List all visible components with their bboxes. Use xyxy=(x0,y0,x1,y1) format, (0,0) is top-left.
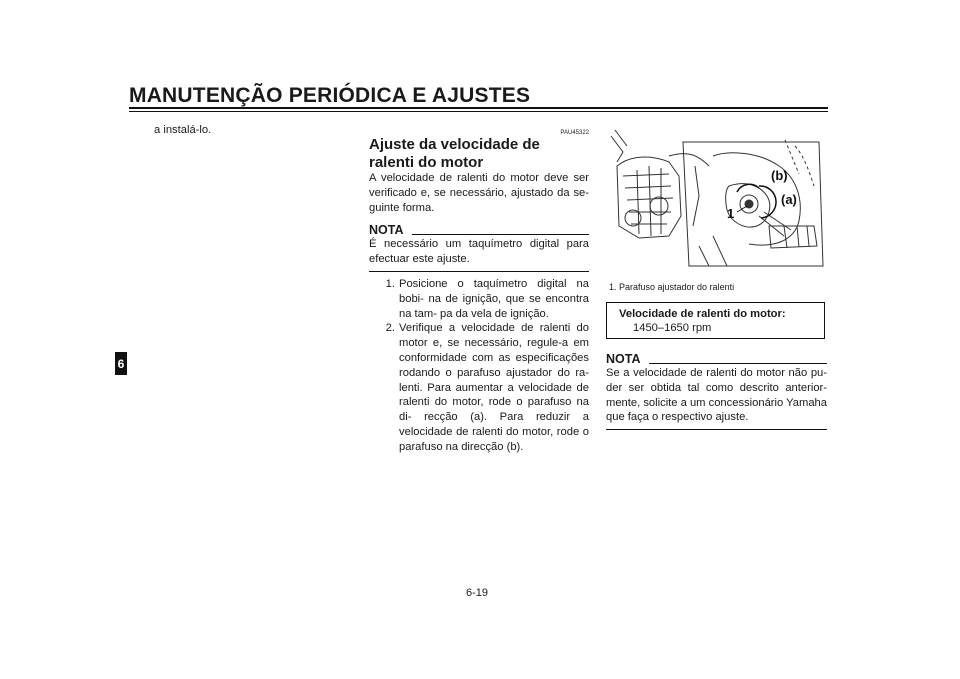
spec-value: 1450–1650 rpm xyxy=(633,322,712,334)
label-b: (b) xyxy=(771,168,788,183)
engine-drawing xyxy=(609,126,828,281)
nota-rule xyxy=(412,234,590,235)
idle-screw-illustration xyxy=(609,126,828,281)
figure-caption: 1. Parafuso ajustador do ralenti xyxy=(609,282,735,292)
list-item xyxy=(369,277,589,321)
page-number: 6-19 xyxy=(466,587,489,599)
nota-heading: NOTA xyxy=(369,223,404,238)
section-intro: A velocidade de ralenti do motor deve ser verificado e, se necessário, ajustado da se- guinte forma. xyxy=(369,172,589,214)
label-a: (a) xyxy=(781,192,797,207)
nota-heading-row xyxy=(369,223,589,237)
nota-2 xyxy=(606,352,827,430)
label-1: 1 xyxy=(727,206,735,221)
header-rule-thick xyxy=(129,107,828,109)
page-title: MANUTENÇÃO PERIÓDICA E AJUSTES xyxy=(129,84,531,107)
spec-box xyxy=(606,302,825,339)
nota-end-rule xyxy=(369,271,589,272)
step-number: 2. xyxy=(385,322,395,335)
nota-text: É necessário um taquímetro digital para efectuar este ajuste. xyxy=(369,238,589,266)
header-rule-thin xyxy=(129,111,828,112)
steps-list xyxy=(369,277,589,455)
step-number: 1. xyxy=(385,277,395,290)
continuation-text: a instalá-lo. xyxy=(154,124,212,136)
list-item xyxy=(369,321,589,454)
nota-heading-row xyxy=(606,352,827,366)
section-code: PAU45322 xyxy=(560,130,589,136)
section-title: Ajuste da velocidade de ralenti do motor xyxy=(369,136,540,171)
spec-label: Velocidade de ralenti do motor: xyxy=(619,308,786,320)
nota-text: Se a velocidade de ralenti do motor não pu- der ser obtida tal como descrito anterior- mente, solicite a um concessionário Yamaha que faça o respectivo ajuste. xyxy=(606,367,827,424)
step-text: Posicione o taquímetro digital na bobi- na de ignição, que se encontra na tam- pa da vela de ignição. xyxy=(399,277,589,320)
section-column xyxy=(369,126,589,455)
nota-end-rule xyxy=(606,429,827,430)
nota-heading: NOTA xyxy=(606,352,641,366)
step-text: Verifique a velocidade de ralenti do motor e, se necessário, regule-a em conformidade com as especificações rodando o parafuso ajustador do ra- lenti. Para aumentar a velocidade de ralenti do motor, rode o parafuso na di- recção (a). Para reduzir a velocidade de ralenti do motor, rode o parafuso na direcção (b). xyxy=(399,322,589,453)
chapter-tab: 6 xyxy=(115,352,127,375)
nota-rule xyxy=(649,363,828,364)
